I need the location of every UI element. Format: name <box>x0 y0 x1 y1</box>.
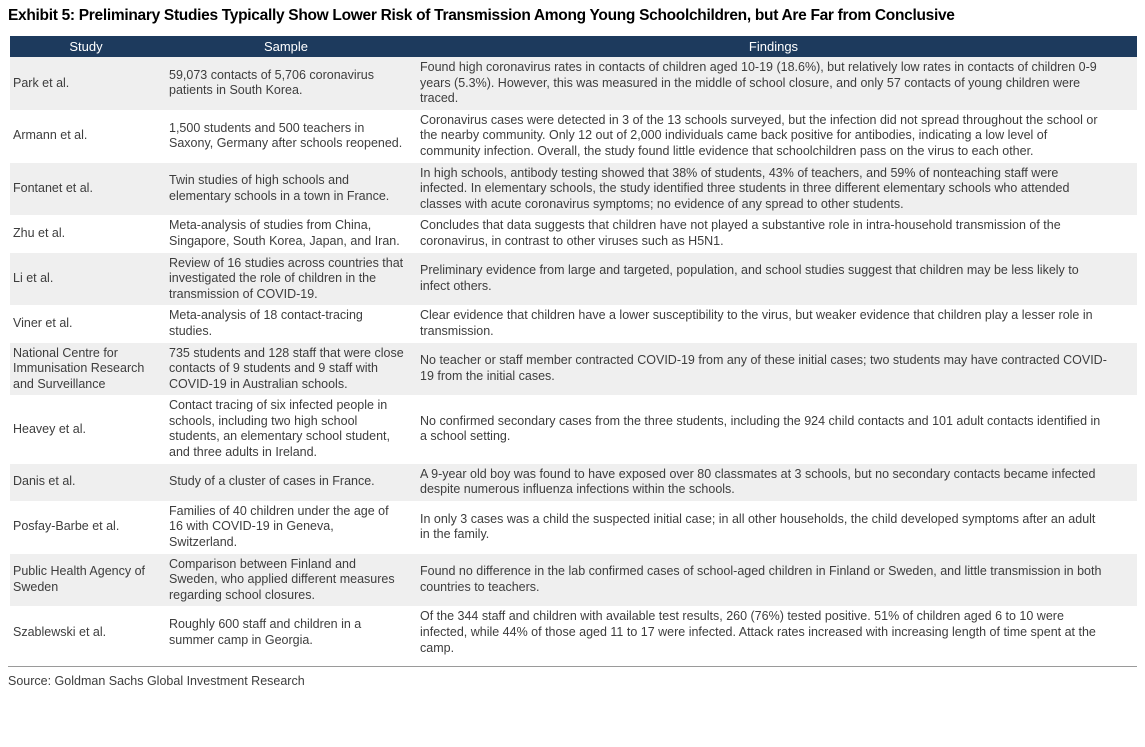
sample-cell: 1,500 students and 500 teachers in Saxony, Germany after schools reopened. <box>169 120 403 151</box>
table-row <box>10 464 1137 501</box>
table-header <box>10 36 1137 57</box>
sample-cell: Study of a cluster of cases in France. <box>169 474 375 489</box>
column-header-findings: Findings <box>410 36 1137 57</box>
study-cell: Posfay-Barbe et al. <box>13 519 120 534</box>
sample-cell: Twin studies of high schools and elementary schools in a town in France. <box>169 173 390 203</box>
study-cell: Danis et al. <box>13 474 76 489</box>
table-row <box>10 253 1137 306</box>
table-row <box>10 57 1137 110</box>
findings-cell: Found high coronavirus rates in contacts of children aged 10-19 (18.6%), but relatively low rates in contacts of children 0-9 years (5.3%). However, this was measured in the middle of school closure, and only 57 contacts of young children were traced. <box>420 60 1097 106</box>
sample-cell: Families of 40 children under the age of 16 with COVID-19 in Geneva, Switzerland. <box>169 503 389 550</box>
table-row <box>10 110 1137 163</box>
table-row <box>10 305 1137 342</box>
study-cell: Park et al. <box>13 75 70 90</box>
sample-cell: Review of 16 studies across countries that investigated the role of children in the transmission of COVID-19. <box>169 255 404 301</box>
study-cell: Public Health Agency of Sweden <box>13 564 146 595</box>
sample-cell: Meta-analysis of 18 contact-tracing studies. <box>169 308 363 338</box>
table-body <box>10 57 1137 659</box>
findings-cell: In high schools, antibody testing showed that 38% of students, 43% of teachers, and 59% of nonteaching staff were infected. In elementary schools, the study identified three students in three different elementary schools who attended classes with acute coronavirus symptoms; no evidence of any spread to other students. <box>420 165 1070 211</box>
findings-cell: A 9-year old boy was found to have exposed over 80 classmates at 3 schools, but no secondary contacts became infected despite numerous influenza infections within the schools. <box>420 466 1096 497</box>
table-row <box>10 163 1137 216</box>
study-cell: Fontanet et al. <box>13 181 93 196</box>
findings-cell: In only 3 cases was a child the suspected initial case; in all other households, the child developed symptoms after an adult in the family. <box>420 511 1096 542</box>
table-row <box>10 501 1137 554</box>
study-cell: Heavey et al. <box>13 421 86 436</box>
study-cell: National Centre for Immunisation Research and Surveillance <box>13 345 145 391</box>
findings-cell: Of the 344 staff and children with available test results, 260 (76%) tested positive. 51% of children aged 6 to 10 were infected, while 44% of those aged 11 to 17 were infected. Attack rates increased with increasing length of time spent at the camp. <box>420 609 1096 655</box>
column-header-study: Study <box>10 36 162 57</box>
table-row <box>10 395 1137 463</box>
sample-cell: Roughly 600 staff and children in a summer camp in Georgia. <box>169 617 362 647</box>
findings-cell: Clear evidence that children have a lower susceptibility to the virus, but weaker evidence that children play a lesser role in transmission. <box>420 308 1093 338</box>
findings-cell: Preliminary evidence from large and targeted, population, and school studies suggest that children may be less likely to infect others. <box>420 263 1079 293</box>
study-cell: Szablewski et al. <box>13 625 107 639</box>
findings-cell: Found no difference in the lab confirmed cases of school-aged children in Finland or Sweden, and little transmission in both countries to teachers. <box>420 564 1102 595</box>
table-row <box>10 343 1137 396</box>
findings-cell: No confirmed secondary cases from the three students, including the 924 child contacts and 101 adult contacts identified in a school setting. <box>420 413 1101 444</box>
source-attribution: Source: Goldman Sachs Global Investment Research <box>8 674 305 689</box>
table-row <box>10 606 1137 659</box>
study-cell: Armann et al. <box>13 128 88 143</box>
table-row <box>10 215 1137 252</box>
table-row <box>10 554 1137 607</box>
column-header-sample: Sample <box>162 36 410 57</box>
studies-table <box>10 36 1137 659</box>
sample-cell: Comparison between Finland and Sweden, who applied different measures regarding school closures. <box>169 556 395 602</box>
study-cell: Zhu et al. <box>13 226 66 241</box>
findings-cell: Concludes that data suggests that children have not played a substantive role in intra-household transmission of the coronavirus, in contrast to other viruses such as H5N1. <box>420 218 1061 248</box>
sample-cell: Meta-analysis of studies from China, Singapore, South Korea, Japan, and Iran. <box>169 218 400 248</box>
sample-cell: 59,073 contacts of 5,706 coronavirus patients in South Korea. <box>169 67 374 98</box>
study-cell: Viner et al. <box>13 316 73 331</box>
study-cell: Li et al. <box>13 271 54 286</box>
exhibit-title: Exhibit 5: Preliminary Studies Typically Show Lower Risk of Transmission Among Young Schoolchildren, but Are Far from Conclusive <box>8 7 955 24</box>
sample-cell: 735 students and 128 staff that were close contacts of 9 students and 9 staff with COVID-19 in Australian schools. <box>169 345 404 391</box>
findings-cell: Coronavirus cases were detected in 3 of the 13 schools surveyed, but the infection did not spread throughout the school or the nearby community. Only 12 out of 2,000 individuals came back positive for antibodies, indicating a low level of community infection. Overall, the study found little evidence that schoolchildren pass on the virus to each other. <box>420 112 1098 158</box>
sample-cell: Contact tracing of six infected people in schools, including two high school students, an elementary school student, and three adults in Ireland. <box>169 398 390 460</box>
source-divider <box>8 666 1137 667</box>
findings-cell: No teacher or staff member contracted COVID-19 from any of these initial cases; two students may have contracted COVID-19 from the initial cases. <box>420 353 1107 383</box>
